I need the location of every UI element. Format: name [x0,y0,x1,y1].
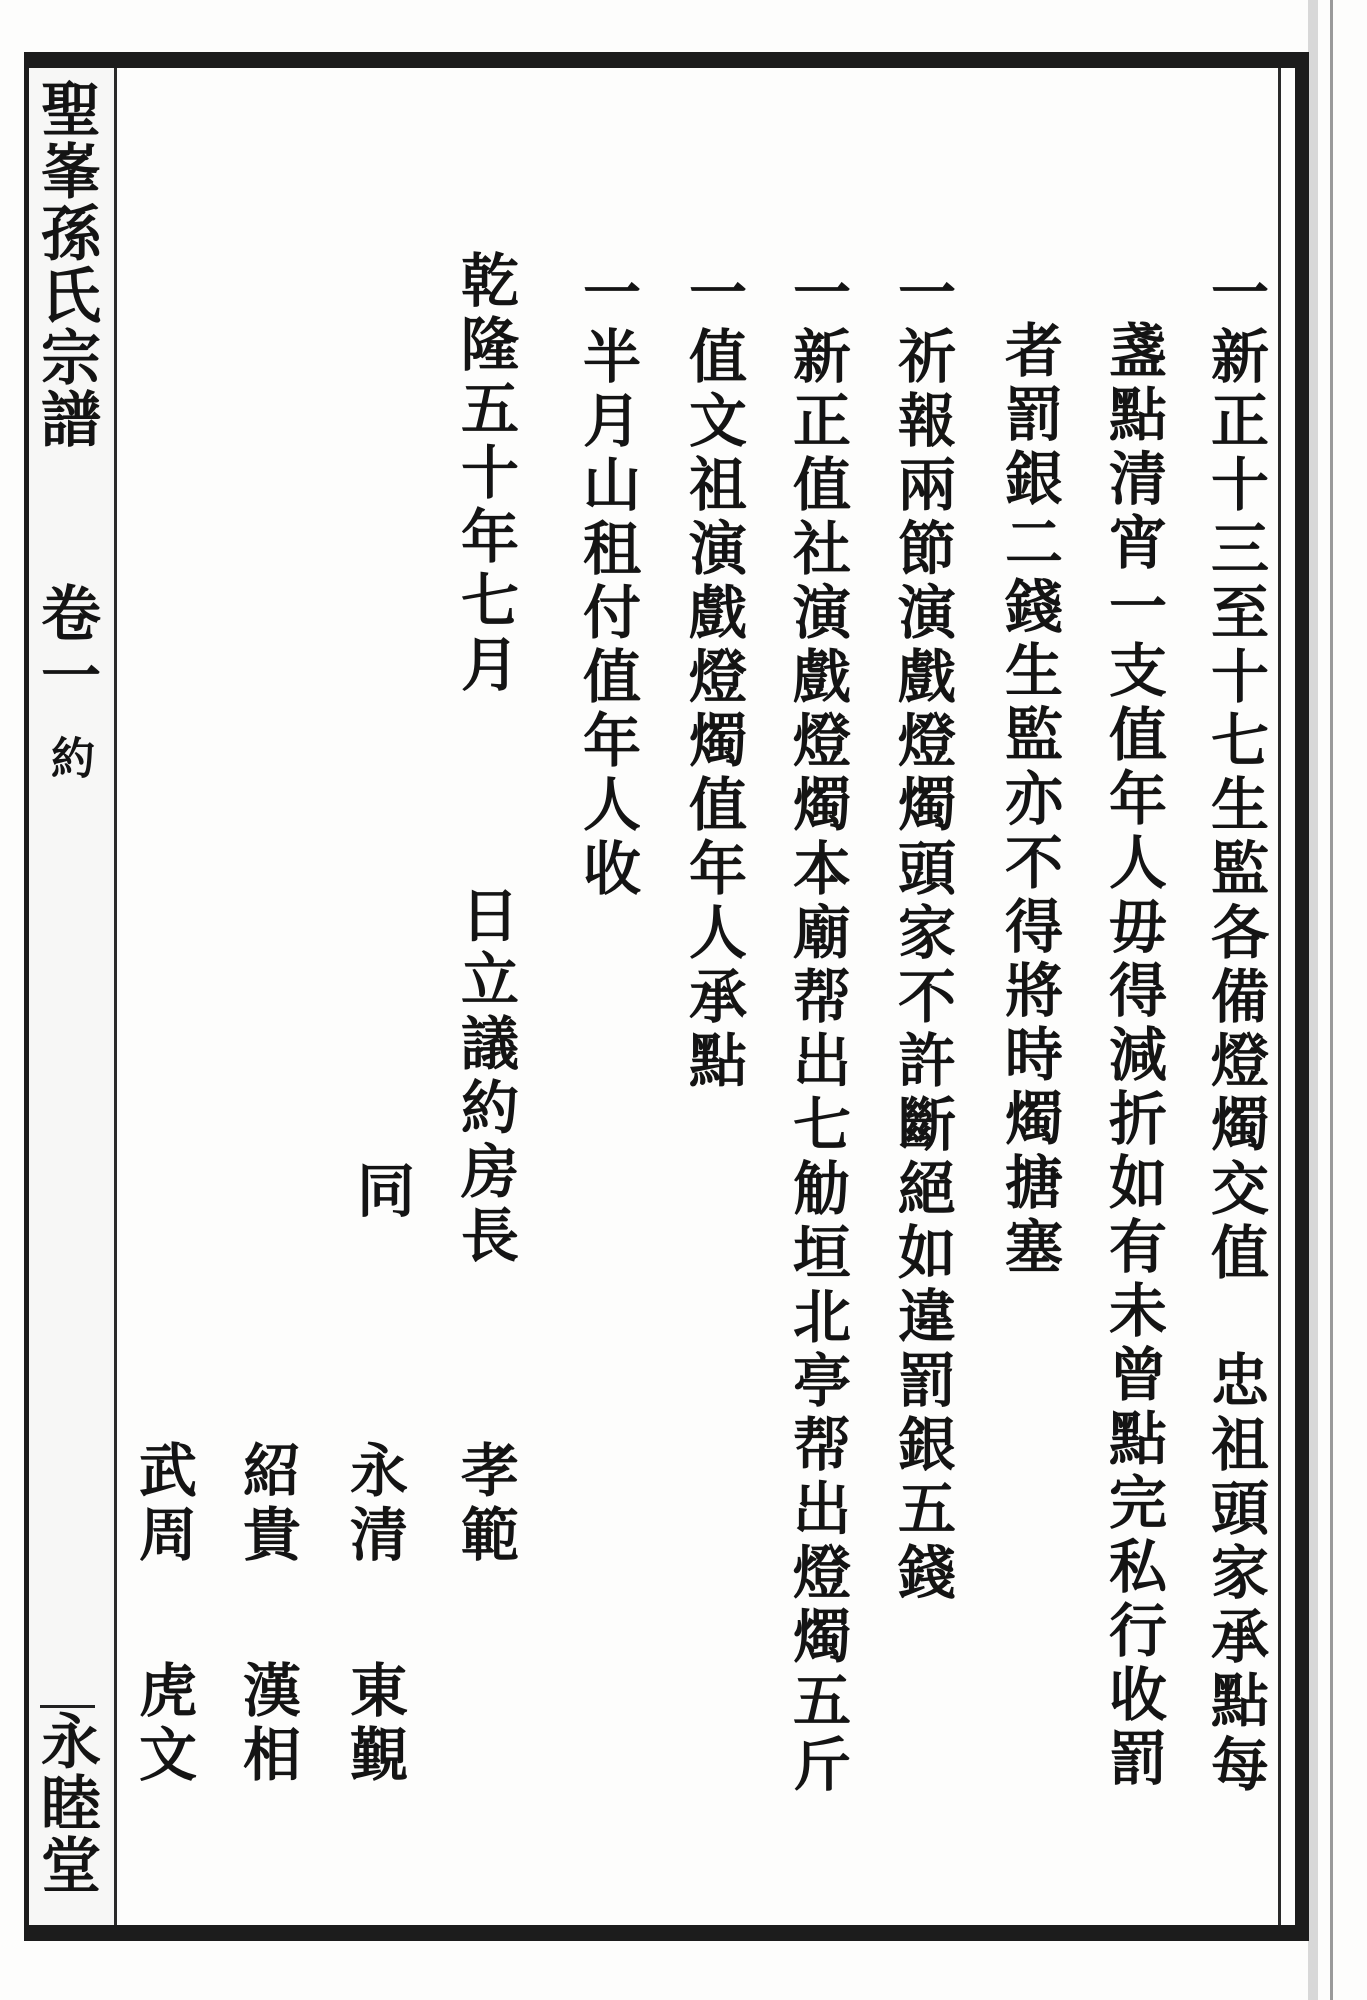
frame-top-border [24,52,1309,68]
signatory-2b: 東覲 [340,1660,408,1788]
section-label: 約 [43,735,94,779]
book-title: 聖峯孫氏宗譜 [31,78,101,450]
signatory-4b: 虎文 [129,1660,197,1788]
date-suffix: 日立議約房長 [451,885,519,1269]
signatory-2a: 永清 [340,1440,408,1568]
date-text: 乾隆五十年七月 [451,250,519,698]
hall-name: 永睦堂 [31,1710,101,1896]
margin-rule [40,1705,95,1708]
article-line-3: 者罰銀二錢生監亦不得將時燭搪塞 [995,320,1063,1280]
article-line-2: 盞點清宵一支值年人毋得減折如有未曾點完私行收罰 [1099,320,1167,1792]
article-line-6: 一值文祖演戲燈燭值年人承點 [679,262,747,1094]
signatory-1: 孝範 [451,1440,519,1568]
signatory-4a: 武周 [129,1440,197,1568]
signatory-3a: 紹貴 [233,1440,301,1568]
signatory-3b: 漢相 [233,1660,301,1788]
article-line-5: 一新正值社演戲燈燭本廟帮出七觔垣北亭帮出燈燭五斤 [783,262,851,1798]
page-edge-line [1330,0,1333,2000]
volume-label: 卷一 [31,582,101,706]
article-line-7: 一半月山租付值年人收 [573,262,641,902]
frame-right-border [1295,52,1309,1941]
frame-bottom-border [24,1925,1309,1941]
inner-rule-line [1278,68,1281,1925]
same-mark: 同 [347,1160,415,1224]
article-line-1: 一新正十三至十七生監各備燈燭交值 忠祖頭家承點每 [1201,262,1269,1798]
page-edge [1308,0,1318,2000]
article-line-4: 一祈報兩節演戲燈燭頭家不許斷絕如違罰銀五錢 [888,262,956,1606]
